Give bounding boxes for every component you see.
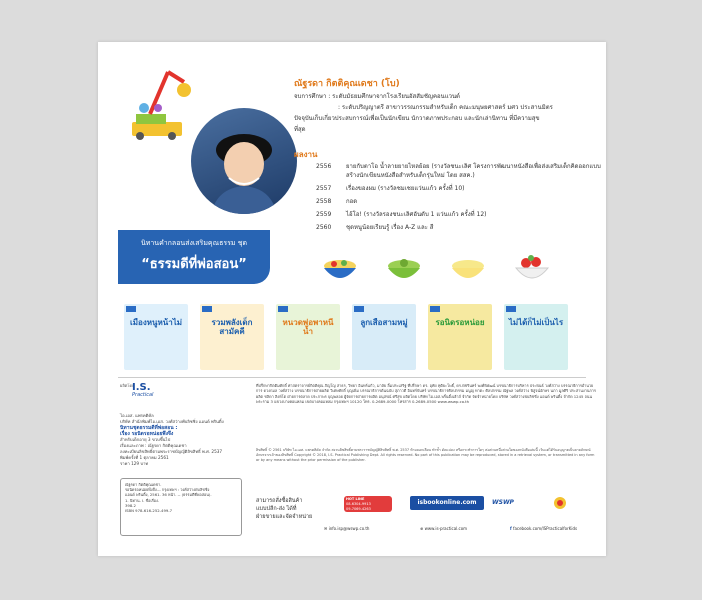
author-current: ปัจจุบันเก็บเกี่ยวประสบการณ์เพื่อเป็นนักเขียน นักวาดภาพประกอบ และนักเล่านิทาน ที่มีความสุขที่สุด [294, 115, 540, 133]
book-copyright-reg: ลงทะเบียนลิขสิทธิ์ตามพระราชบัญญัติลิขสิทธิ์ พ.ศ. 2537 [120, 449, 223, 454]
email-text: info.isp@wswp.co.th [328, 526, 370, 531]
work-item [316, 162, 604, 180]
book-cover[interactable] [504, 304, 568, 370]
bowl-icon [512, 250, 552, 290]
cip-line: แอนด์ พรินติ้ง, 2561. 36 หน้า. -- (ธรรมดีที่พ่อสอน). [125, 492, 212, 498]
hotline-label: HOT LINE [346, 497, 365, 501]
hotline-badge [344, 496, 392, 512]
facebook-icon: f [510, 526, 512, 531]
series-title: “ธรรมดีที่พ่อสอน” [141, 257, 247, 272]
cip-line: ณัฐรดา กิตติคุณเดชา. [125, 482, 162, 487]
bowl-icon [384, 250, 424, 290]
book-cover[interactable] [352, 304, 416, 370]
bowl-icon [320, 250, 360, 290]
series-label: นิทานคำกลอนส่งเสริมคุณธรรม ชุด [140, 239, 248, 247]
facebook-link[interactable] [510, 526, 577, 531]
facebook-text: facebook.com/ISPracticalforKids [513, 526, 578, 531]
book-cover[interactable] [276, 304, 340, 370]
work-year: 2559 [316, 211, 332, 218]
work-item [316, 184, 604, 193]
book-author-line: เรื่องและภาพ : ณัฐรดา กิตติคุณเดชา [120, 443, 187, 448]
cip-isbn: ISBN 978-616-252-499-7 [125, 508, 173, 514]
cip-line: 1. นิทาน. I. ชื่อเรื่อง. [125, 497, 160, 503]
book-age: สำหรับเด็กอายุ 3 ขวบขึ้นไป [120, 437, 171, 442]
work-year: 2556 [316, 163, 332, 170]
credits-text: ที่ปรึกษากิตติมศักดิ์ ศาสตราจารย์กิตติคุณ ภิญโญ สาธร, วิทยา อินทร์แก้ว, มาลัย ลิ้มประเสริฐ ที่ปรึกษา ดร. อุทัย ทุติยะโพธิ์, ดร.พัชรินทร์ พงศ์พิพัฒน์ บรรณาธิการบริหาร ประพันธ์ วงศ์สว่าง บรรณาธิการอำนวยการ ดวงกมล วงศ์สว่าง บรรณาธิการฝ่ายผลิต วิเศษศักดิ์ บุญเพิ่ม บรรณาธิการต้นฉบับ สุภาวดี อินทร์จันทร์ บรรณาธิการศิลปกรรม มนูญ ทาตะ ศิลปกรรม ณัฐพล วงศ์สว่าง พิสูจน์อักษร นภา มูลศิริ ประสานงานการผลิต ชลิดา สิงห์โต ฝ่ายการตลาด ประภาพร บุญพลอย ผู้จัดการฝ่ายการผลิต อนุสรณ์ ศรีสุข ผลิตโดย บริษัท ไอ.เอส.พริ้นติ้งเฮ้าส์ จำกัด จัดจำหน่ายโดย บริษัท วงศ์สว่างพับลิชชิ่ง แอนด์ พรินติ้ง จำกัด 1245 ถนนพระราม 3 แขวงบางคอแหลม เขตบางคอแหลม กรุงเทพฯ 10120 โทร. 0-2689-0000 โทรสาร 0-2689-0500 www.wswp.co.th [256, 383, 596, 405]
cip-line: รอนิดรอหน่อยพึงจึง.-- กรุงเทพฯ : วงศ์สว่างพับลิชชิ่ง [125, 487, 210, 493]
contact-strip [324, 496, 604, 544]
watermark: Copyright © All Right Reserved [520, 462, 581, 474]
website-link[interactable]: ⊕ www.is-practical.com [420, 526, 468, 531]
work-title: ยายกับตาโอ น้ำลายยายไหลย้อย (รางวัลชนะเลิศ โครงการพัฒนาหนังสือเพื่อส่งเสริมเด็กคิดออกแบบสร้างนักเขียนหนังสือสำหรับเด็กรุ่นใหม่ โดย สสค.) [346, 163, 601, 179]
series-banner [118, 230, 270, 284]
book-cover-title: เมืองหนูหน้าไม่ [130, 318, 182, 327]
book-cover-title: รอนิดรอหน่อย [435, 318, 485, 327]
wswp-logo: WSWP [492, 499, 514, 506]
cip-box [120, 478, 242, 536]
hotline-number: 09-7069-4263 [346, 507, 371, 511]
book-info [120, 413, 240, 467]
education-line-2: : ระดับปริญญาตรี สาขาวรรณกรรมสำหรับเด็ก คณะมนุษยศาสตร์ มศว ประสานมิตร [338, 104, 553, 111]
book-cover-title: ลูกเสือสามหมู่ [360, 318, 408, 327]
book-cover[interactable] [200, 304, 264, 370]
work-title: กอด [346, 198, 358, 205]
cip-call-number: 398.2 [125, 502, 136, 508]
book-cover-title: หนวดพ่อพาหนีน้ำ [282, 318, 334, 336]
work-title: ชุดหนูน้อยเรียนรู้ เรื่อง A-Z และ สี [346, 224, 434, 231]
shop-logo[interactable]: isbookonline.com [410, 496, 484, 510]
website-text: www.is-practical.com [424, 526, 468, 531]
publisher-tag [278, 306, 288, 312]
book-back-matter-page [98, 42, 606, 556]
author-photo [191, 108, 297, 214]
work-item [316, 210, 604, 219]
author-name: ณัฐรดา กิตติคุณเดชา (โบ) [294, 79, 400, 89]
hotline-number: 08-6304-9913 [346, 502, 371, 506]
book-cover-title: ไม่ได้ก็ไม่เป็นไร [508, 318, 564, 327]
book-price: ราคา 129 บาท [120, 461, 149, 466]
work-year: 2560 [316, 224, 332, 231]
publisher-logo [120, 382, 160, 412]
publisher-label: ผลิตโดย [120, 383, 135, 388]
book-info-line: บริษัท สำนักพิมพ์ไอ.เอส. วงศ์สว่างพับลิชชิ่ง แอนด์ พรินติ้ง [120, 419, 224, 424]
book-cover[interactable] [124, 304, 188, 370]
book-print: พิมพ์ครั้งที่ 1 ตุลาคม 2561 [120, 455, 169, 460]
author-portrait [191, 108, 297, 214]
publisher-tag [506, 306, 516, 312]
works-heading: ผลงาน [294, 150, 318, 159]
education-line-1: จบการศึกษา : ระดับมัธยมศึกษาจากโรงเรียนอัสสัมชัญคอนแวนต์ [294, 93, 460, 100]
work-year: 2557 [316, 185, 332, 192]
dessert-bowls [320, 250, 598, 296]
wswp-badge-icon [552, 496, 568, 510]
order-info [256, 497, 320, 521]
publisher-logo-main: I.S. [132, 382, 151, 393]
section-divider [118, 377, 586, 378]
order-line: แบบปลีก-ส่ง ได้ที่ [256, 506, 297, 512]
book-cover-title: รวมพลังเด็กสามัคคี [211, 318, 253, 336]
publisher-tag [202, 306, 212, 312]
book-cover[interactable] [428, 304, 492, 370]
book-series-line: นิทานชุดธรรมดีที่พ่อสอน : [120, 425, 178, 431]
copyright-text: ลิขสิทธิ์ © 2561 บริษัท ไอ.เอส. แพรคติคัล จำกัด สงวนลิขสิทธิ์ตามพระราชบัญญัติลิขสิทธิ์ พ.ศ. 2537 ห้ามลอกเลียน ทำซ้ำ ดัดแปลง หรือกระทำการใดๆ ต่อส่วนหนึ่งส่วนใดของหนังสือเล่มนี้ เว้นแต่ได้รับอนุญาตเป็นลายลักษณ์อักษรจากเจ้าของลิขสิทธิ์ Copyright © 2018, I.S. Practical Publishing Dept. All rights reserved. No part of this publication may be reproduced, stored in a retrieval system, or transmitted in any form or by any means without the prior permission of the publisher. [256, 448, 595, 462]
email-link[interactable]: ✉ info.isp@wswp.co.th [324, 526, 370, 531]
book-covers [124, 304, 594, 374]
bowl-icon [448, 250, 488, 290]
crane-illustration [126, 62, 198, 142]
work-item [316, 197, 604, 206]
work-title: เรื่องของผม (รางวัลชมเชยแว่นแก้ว ครั้งที่ 10) [346, 185, 465, 192]
publisher-tag [126, 306, 136, 312]
author-education [294, 91, 600, 135]
publisher-tag [354, 306, 364, 312]
publisher-logo-sub: Practical [132, 392, 154, 398]
works-list [316, 162, 604, 236]
work-title: ไอ้โอ! (รางวัลรองชนะเลิศอันดับ 1 แว่นแก้ว ครั้งที่ 12) [346, 211, 487, 218]
order-line: ฝ่ายขายและจัดจำหน่าย [256, 514, 313, 520]
publisher-tag [430, 306, 440, 312]
order-line: สามารถสั่งซื้อสินค้า [256, 498, 303, 504]
book-title-line: เรื่อง รอนิดรอหน่อยพึงจึง [120, 431, 174, 437]
work-year: 2558 [316, 198, 332, 205]
book-info-line: ไอ.เอส. แพรคติคัล [120, 413, 154, 418]
work-item [316, 223, 604, 232]
